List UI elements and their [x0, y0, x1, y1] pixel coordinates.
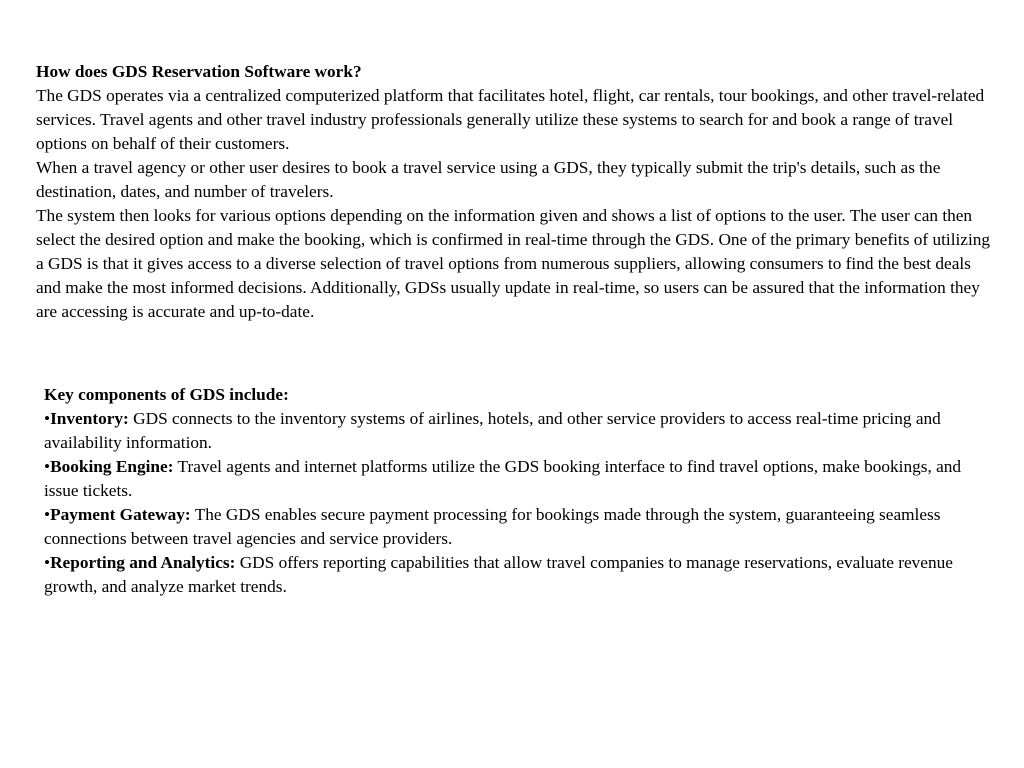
gds-work-paragraph-1: The GDS operates via a centralized computerized platform that facilitates hotel, flight, car rentals, tour bookings, and other travel-related services. Travel agents and other travel industry professionals generally utilize these systems to search for and book a range of travel options on behalf of their customers. — [36, 86, 985, 153]
component-item-reporting-analytics — [44, 551, 994, 599]
component-term-booking-engine: Booking Engine: — [50, 457, 174, 476]
gds-components-section — [44, 383, 994, 599]
component-text-reporting-analytics: GDS offers reporting capabilities that allow travel companies to manage reservations, evaluate revenue growth, and analyze market trends. — [44, 553, 953, 596]
gds-components-heading: Key components of GDS include: — [44, 385, 289, 404]
bullet-marker: • — [44, 505, 51, 524]
component-text-booking-engine: Travel agents and internet platforms utilize the GDS booking interface to find travel options, make bookings, and issue tickets. — [44, 457, 962, 500]
component-term-inventory: Inventory: — [50, 409, 129, 428]
component-term-payment-gateway: Payment Gateway: — [50, 505, 191, 524]
gds-work-paragraph-2: When a travel agency or other user desires to book a travel service using a GDS, they typically submit the trip's details, such as the destination, dates, and number of travelers. — [36, 158, 941, 201]
gds-work-heading: How does GDS Reservation Software work? — [36, 62, 362, 81]
bullet-marker: • — [44, 457, 51, 476]
component-text-payment-gateway: The GDS enables secure payment processing for bookings made through the system, guaranteeing seamless connections between travel agencies and service providers. — [44, 505, 941, 548]
gds-work-paragraph-3: The system then looks for various options depending on the information given and shows a list of options to the user. The user can then select the desired option and make the booking, which is confirmed in real-time through the GDS. One of the primary benefits of utilizing a GDS is that it gives access to a diverse selection of travel options from numerous suppliers, allowing consumers to find the best deals and make the most informed decisions. Additionally, GDSs usually update in real-time, so users can be assured that the information they are accessing is accurate and up-to-date. — [36, 206, 991, 321]
component-item-payment-gateway — [44, 503, 994, 551]
component-text-inventory: GDS connects to the inventory systems of airlines, hotels, and other service providers to access real-time pricing and availability information. — [44, 409, 941, 452]
bullet-marker: • — [44, 553, 51, 572]
component-item-booking-engine — [44, 455, 994, 503]
component-item-inventory — [44, 407, 994, 455]
component-term-reporting-analytics: Reporting and Analytics: — [50, 553, 236, 572]
gds-work-section — [36, 60, 994, 324]
bullet-marker: • — [44, 409, 51, 428]
